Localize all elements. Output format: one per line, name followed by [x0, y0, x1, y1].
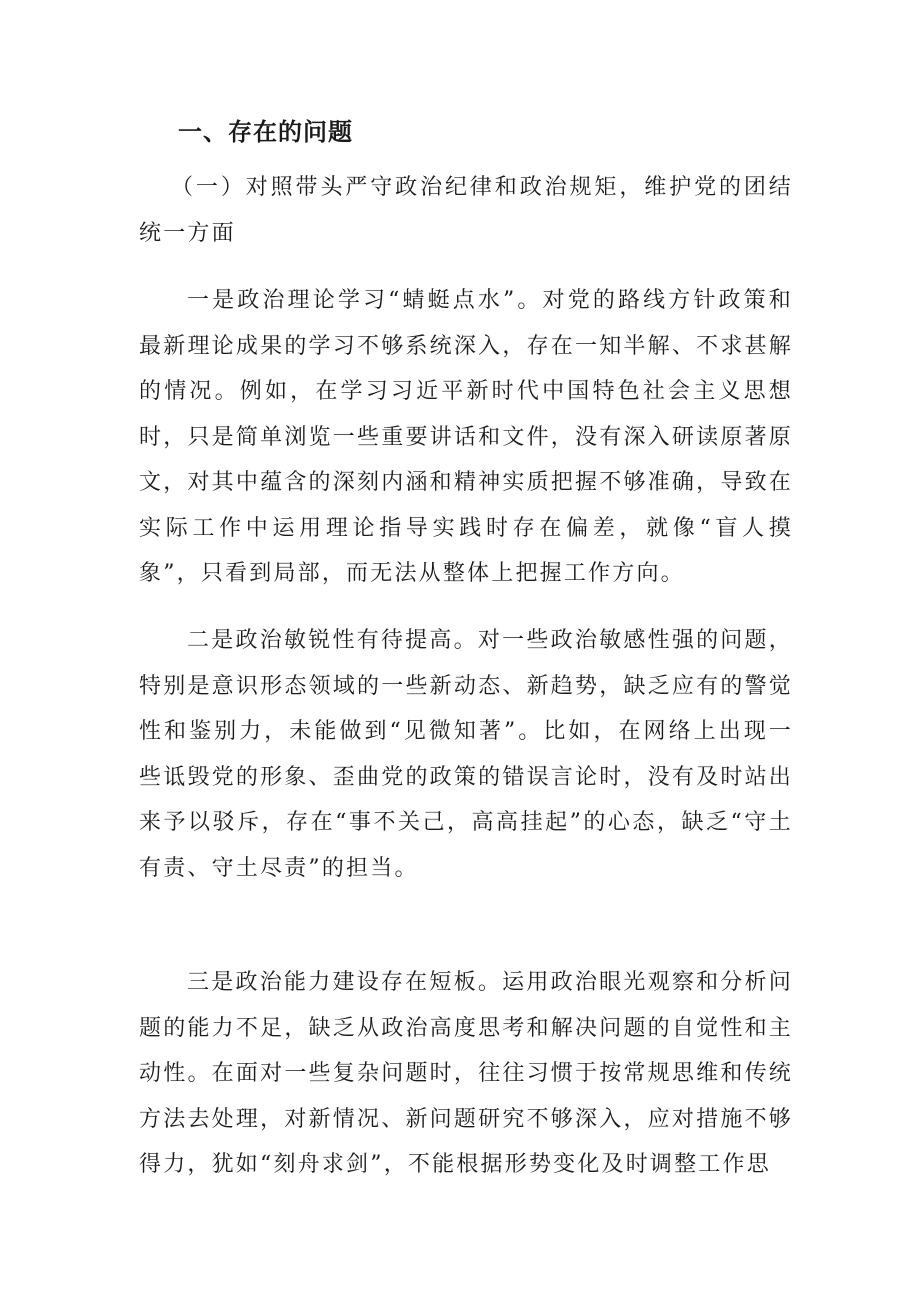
paragraph-political-sensitivity: 二是政治敏锐性有待提高。对一些政治敏感性强的问题，特别是意识形态领域的一些新动态、新趋势，缺乏应有的警觉性和鉴别力，未能做到“见微知著”。比如，在网络上出现一些诋毁党的形象、歪曲党的政策的错误言论时，没有及时站出来予以驳斥，存在“事不关己，高高挂起”的心态，缺乏“守土有责、守土尽责”的担当。: [139, 628, 793, 881]
paragraph-political-theory: 一是政治理论学习“蜻蜓点水”。对党的路线方针政策和最新理论成果的学习不够系统深入，存在一知半解、不求甚解的情况。例如，在学习习近平新时代中国特色社会主义思想时，只是简单浏览一些重要讲话和文件，没有深入研读原著原文，对其中蕴含的深刻内涵和精神实质把握不够准确，导致在实际工作中运用理论指导实践时存在偏差，就像“盲人摸象”，只看到局部，而无法从整体上把握工作方向。: [139, 288, 793, 586]
section-heading: 一、存在的问题: [178, 118, 353, 146]
paragraph-political-capability: 三是政治能力建设存在短板。运用政治眼光观察和分析问题的能力不足，缺乏从政治高度思考和解决问题的自觉性和主动性。在面对一些复杂问题时，往往习惯于按常规思维和传统方法去处理，对新情况、新问题研究不够深入，应对措施不够得力，犹如“刻舟求剑”，不能根据形势变化及时调整工作思: [139, 970, 793, 1177]
subsection-heading: （一）对照带头严守政治纪律和政治规矩，维护党的团结统一方面: [139, 175, 793, 246]
